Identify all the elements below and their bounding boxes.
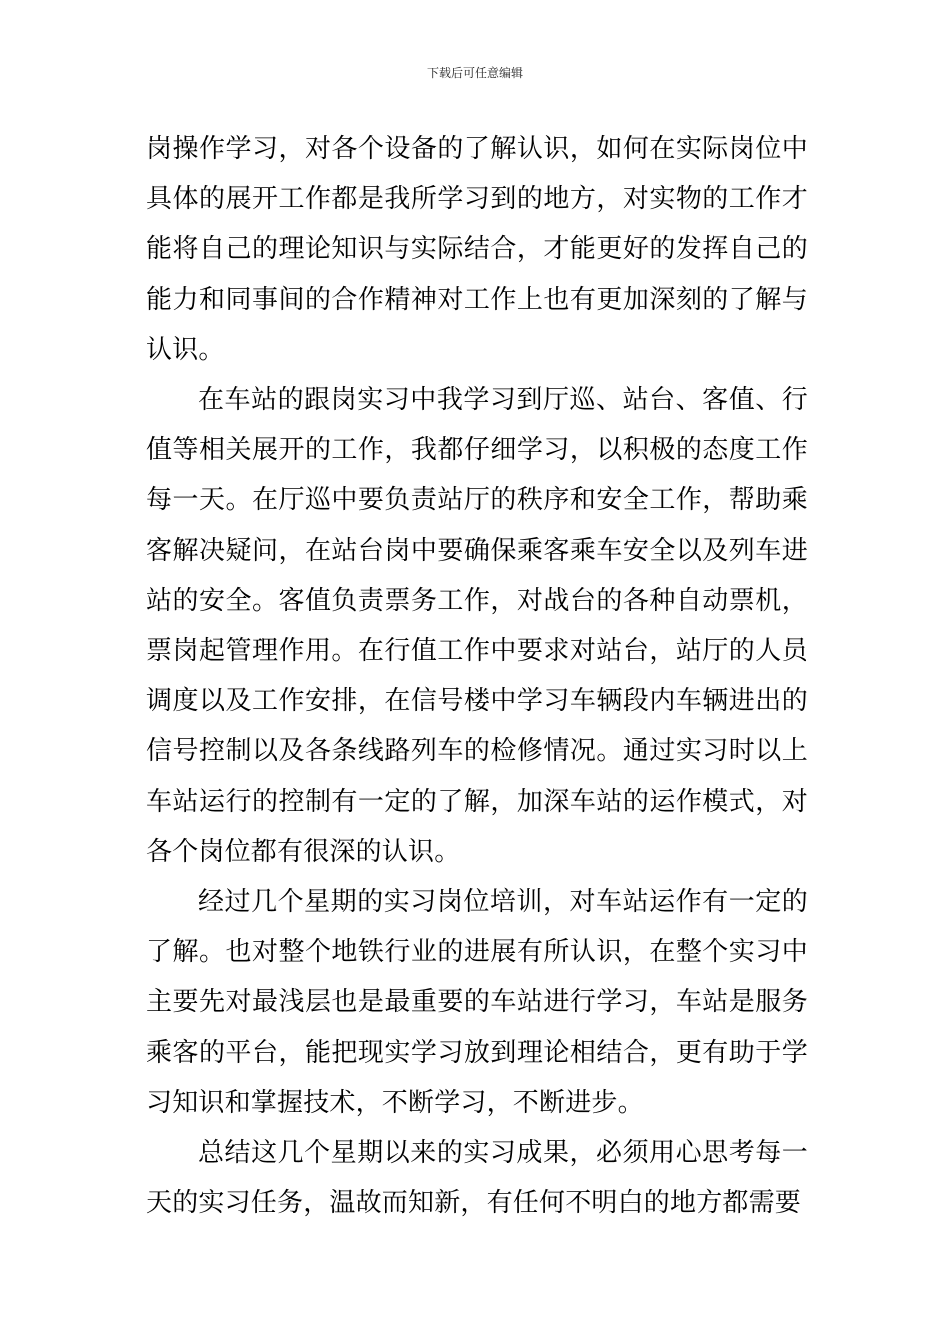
paragraph-2: 在车站的跟岗实习中我学习到厅巡、站台、客值、行值等相关展开的工作，我都仔细学习，以积极的态度工作每一天。在厅巡中要负责站厅的秩序和安全工作，帮助乘客解决疑问，在站台岗中要确保乘客乘车安全以及列车进站的安全。客值负责票务工作，对战台的各种自动票机，票岗起管理作用。在行值工作中要求对站台，站厅的人员调度以及工作安排，在信号楼中学习车辆段内车辆进出的信号控制以及各条线路列车的检修情况。通过实习时以上车站运行的控制有一定的了解，加深车站的运作模式，对各个岗位都有很深的认识。 [146, 385, 808, 867]
paragraph-4: 总结这几个星期以来的实习成果，必须用心思考每一天的实习任务，温故而知新，有任何不明白的地方都需要 [146, 1138, 808, 1219]
document-body [146, 124, 808, 1228]
paragraph-1: 岗操作学习，对各个设备的了解认识，如何在实际岗位中具体的展开工作都是我所学习到的地方，对实物的工作才能将自己的理论知识与实际结合，才能更好的发挥自己的能力和同事间的合作精神对工作上也有更加深刻的了解与认识。 [146, 134, 808, 365]
page-header: 下载后可任意编辑 [426, 66, 523, 80]
paragraph-3: 经过几个星期的实习岗位培训，对车站运作有一定的了解。也对整个地铁行业的进展有所认识，在整个实习中主要先对最浅层也是最重要的车站进行学习，车站是服务乘客的平台，能把现实学习放到理论相结合，更有助于学习知识和掌握技术，不断学习，不断进步。 [146, 887, 808, 1118]
